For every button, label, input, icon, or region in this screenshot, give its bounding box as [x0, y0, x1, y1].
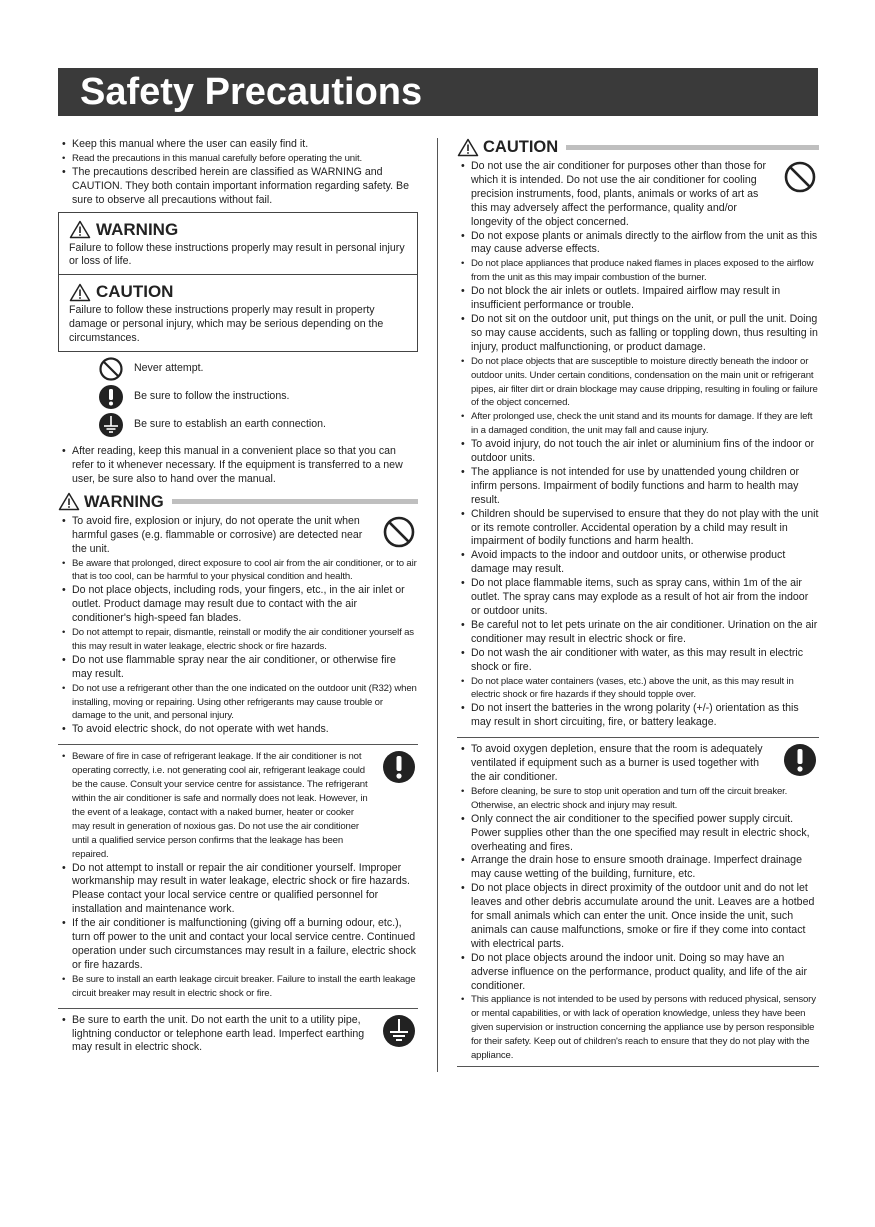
warning-definition — [59, 213, 417, 275]
list-item: • Be aware that prolonged, direct exposure to cool air from the air conditioner, or to air that is too cool, can be harmful to your physical condition and health. — [58, 557, 418, 585]
heading-rule — [172, 499, 418, 504]
left-column — [58, 138, 418, 1055]
list-item: • If the air conditioner is malfunctioning (giving off a burning odour, etc.), turn off power to the unit and contact your local service centre. Continued operation under such circumstances may result in a failure, electric shock or fire hazards. — [58, 917, 418, 973]
intro-list — [58, 138, 418, 208]
mandatory-action-icon — [98, 384, 124, 410]
separator — [58, 1008, 418, 1009]
list-item: • Do not attempt to install or repair the air conditioner yourself. Improper workmanship may result in water leakage, electric shock or fire hazards. Please contact your local service centre or qualified personnel for installation and maintenance work. — [58, 862, 418, 918]
list-item: • The precautions described herein are classified as WARNING and CAUTION. They both contain important information regarding safety. Be sure to observe all precautions without fail. — [58, 166, 418, 208]
title-bar — [58, 68, 818, 116]
list-item: • Do not place objects that are susceptible to moisture directly beneath the indoor or outdoor units. Under certain conditions, condensation on the main unit or refrigerant pipes, air filter dirt or drain blockage may cause dripping, resulting in fouling or failure of the object concerned. — [457, 355, 819, 411]
list-item: • Only connect the air conditioner to the specified power supply circuit. Power supplies other than the one specified may result in electric shock, overheating and fires. — [457, 813, 819, 855]
warning-group-3 — [58, 1014, 418, 1056]
list-item: • Do not use the air conditioner for purposes other than those for which it is intended. Do not use the air conditioner for cooling precision instruments, food, plants, animals or works of art as this may adversely affect the performance, quality and/or longevity of the object concerned. — [457, 160, 819, 230]
warning-triangle-icon — [58, 492, 80, 511]
list-item: • Do not place flammable items, such as spray cans, within 1m of the air outlet. The spray cans may explode as a result of hot air from the indoor or outdoor units. — [457, 577, 819, 619]
list-item: • Before cleaning, be sure to stop unit operation and turn off the circuit breaker. Otherwise, an electric shock and injury may result. — [457, 785, 819, 813]
warning-triangle-icon — [457, 138, 479, 157]
separator — [457, 1066, 819, 1067]
list-item: • Do not attempt to repair, dismantle, reinstall or modify the air conditioner yourself as this may result in water leakage, electric shock or fire hazards. — [58, 626, 418, 654]
list-item: • Avoid impacts to the indoor and outdoor units, or otherwise product damage may result. — [457, 549, 819, 577]
warning-description: Failure to follow these instructions properly may result in personal injury or loss of life. — [69, 241, 405, 268]
symbol-text: Never attempt. — [134, 362, 204, 375]
signal-word-definitions — [58, 212, 418, 353]
warning-group-2 — [58, 750, 418, 1000]
symbol-legend — [58, 355, 418, 439]
warning-heading-text: WARNING — [84, 492, 164, 511]
caution-definition — [59, 274, 417, 351]
list-item: • Be sure to install an earth leakage circuit breaker. Failure to install the earth leakage circuit breaker may result in electric shock or fire. — [58, 973, 418, 1001]
caution-heading-text: CAUTION — [483, 138, 559, 156]
page-title: Safety Precautions — [80, 71, 423, 113]
list-item: • Do not expose plants or animals directly to the airflow from the unit as this may cause adverse effects. — [457, 230, 819, 258]
list-item: • Do not block the air inlets or outlets. Impaired airflow may result in insufficient performance or trouble. — [457, 285, 819, 313]
list-item: • After prolonged use, check the unit stand and its mounts for damage. If they are left in a damaged condition, the unit may fall and cause injury. — [457, 410, 819, 438]
list-item: • To avoid injury, do not touch the air inlet or aluminium fins of the indoor or outdoor units. — [457, 438, 819, 466]
list-item: • Do not place water containers (vases, etc.) above the unit, as this may result in electric shock or fire hazards if they should topple over. — [457, 675, 819, 703]
list-item: • Do not wash the air conditioner with water, as this may result in electric shock or fire. — [457, 647, 819, 675]
list-item: • Do not place objects around the indoor unit. Doing so may have an adverse influence on the performance, product quality, and life of the air conditioner. — [457, 952, 819, 994]
symbol-row — [98, 355, 418, 383]
list-item: • To avoid electric shock, do not operate with wet hands. — [58, 723, 418, 737]
warning-label: WARNING — [96, 219, 179, 239]
symbol-text: Be sure to establish an earth connection. — [134, 418, 326, 431]
list-item: • Do not use a refrigerant other than the one indicated on the outdoor unit (R32) when installing, moving or repairing. Using other refrigerants may cause trouble or damage to the unit, and personal injury. — [58, 682, 418, 724]
list-item: • Beware of fire in case of refrigerant leakage. If the air conditioner is not operating correctly, i.e. not generating cool air, refrigerant leakage could be the cause. Consult your service centre for assistance. The refrigerant within the air conditioner is safe and normally does not leak. However, in the event of a leakage, contact with a naked burner, heater or cooker may result in generation of noxious gas. Do not use the air conditioner until a qualified service person confirms that the leakage has been repaired. — [58, 750, 418, 861]
list-item: • Arrange the drain hose to ensure smooth drainage. Imperfect drainage may cause wetting of the building, furniture, etc. — [457, 854, 819, 882]
separator — [58, 744, 418, 745]
list-item: • Do not place objects in direct proximity of the outdoor unit and do not let leaves and other debris accumulate around the unit. Leaves are a hotbed for small animals which can enter the unit. Once inside the unit, such animals can cause malfunctions, smoke or fire if they come into contact with electrical parts. — [457, 882, 819, 952]
list-item: • After reading, keep this manual in a convenient place so that you can refer to it whenever necessary. If the equipment is transferred to a new user, be sure also to hand over the manual. — [58, 445, 418, 487]
caution-description: Failure to follow these instructions properly may result in property damage or personal injury, which may be serious depending on the circumstances. — [69, 304, 384, 345]
caution-label: CAUTION — [96, 282, 174, 302]
list-item: • Do not use flammable spray near the air conditioner, or otherwise fire may result. — [58, 654, 418, 682]
list-item: • Do not sit on the outdoor unit, put things on the unit, or pull the unit. Doing so may cause accidents, such as falling or toppling down, thus resulting in injury, product malfunctioning, or product damage. — [457, 313, 819, 355]
list-item: • Children should be supervised to ensure that they do not play with the unit or its remote controller. Accidental operation by a child may result in impairment of bodily functions and harm health. — [457, 508, 819, 550]
column-divider — [437, 138, 438, 1072]
symbol-row — [98, 383, 418, 411]
caution-group-2 — [457, 743, 819, 1063]
caution-section-heading — [457, 136, 819, 158]
prohibition-icon — [98, 356, 124, 382]
list-item: • Read the precautions in this manual carefully before operating the unit. — [58, 152, 418, 166]
earth-ground-icon — [98, 412, 124, 438]
warning-triangle-icon — [69, 220, 91, 239]
list-item: • The appliance is not intended for use by unattended young children or infirm persons. Impairment of bodily functions and harm to health may result. — [457, 466, 819, 508]
warning-group-1 — [58, 515, 418, 738]
warning-section-heading — [58, 491, 418, 513]
list-item: • Do not place appliances that produce naked flames in places exposed to the airflow from the unit as this may impair combustion of the burner. — [457, 257, 819, 285]
separator — [457, 737, 819, 738]
symbol-text: Be sure to follow the instructions. — [134, 390, 290, 403]
list-item: • Be sure to earth the unit. Do not earth the unit to a utility pipe, lightning conductor or telephone earth lead. Imperfect earthing may result in electric shock. — [58, 1014, 418, 1056]
list-item: • To avoid oxygen depletion, ensure that the room is adequately ventilated if equipment such as a burner is used together with the air conditioner. — [457, 743, 819, 785]
right-column — [457, 138, 819, 1072]
list-item: • Keep this manual where the user can easily find it. — [58, 138, 418, 152]
list-item: • Do not place objects, including rods, your fingers, etc., in the air inlet or outlet. Product damage may result due to contact with the air conditioner's high-speed fan blades. — [58, 584, 418, 626]
list-item: • Do not insert the batteries in the wrong polarity (+/-) orientation as this may result in short circuiting, fire, or battery leakage. — [457, 702, 819, 730]
after-reading-list — [58, 445, 418, 487]
heading-rule — [566, 145, 819, 150]
list-item: • Be careful not to let pets urinate on the air conditioner. Urination on the air conditioner may result in electric shock or fire. — [457, 619, 819, 647]
list-item: • This appliance is not intended to be used by persons with reduced physical, sensory or mental capabilities, or with lack of operation knowledge, unless they have been given supervision or instruction concerning the appliance use by person responsible for their safety. Keep out of children's reach to ensure that they do not play with the appliance. — [457, 993, 819, 1063]
symbol-row — [98, 411, 418, 439]
warning-triangle-icon — [69, 283, 91, 302]
list-item: • To avoid fire, explosion or injury, do not operate the unit when harmful gases (e.g. flammable or corrosive) are detected near the unit. — [58, 515, 418, 557]
caution-group-1 — [457, 160, 819, 730]
